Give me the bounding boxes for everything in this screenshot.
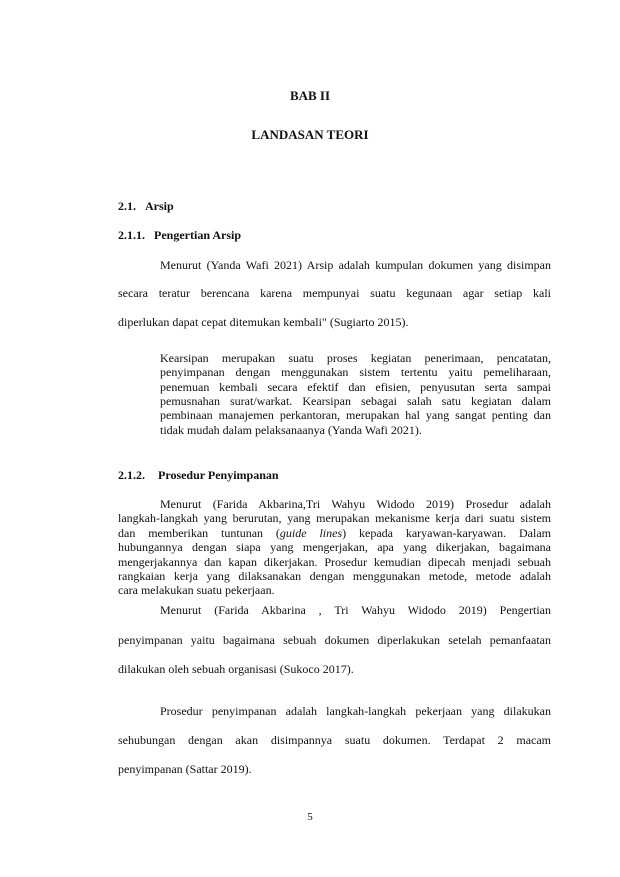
chapter-number: BAB II xyxy=(289,88,331,103)
paragraph-line: dilakukan oleh sebuah organisasi (Sukoco 2017). xyxy=(118,662,354,676)
section-number: 2.1.2. xyxy=(118,468,145,482)
paragraph-line: rangkaian kerja yang dilaksanakan dengan menggunakan metode, metode adalah xyxy=(118,569,551,583)
section-title: Pengertian Arsip xyxy=(154,228,241,242)
paragraph-line: secara teratur berencana karena mempunyai suatu kegunaan agar setiap kali xyxy=(118,286,551,300)
paragraph-line: Menurut (Yanda Wafi 2021) Arsip adalah kumpulan dokumen yang disimpan xyxy=(160,258,551,272)
paragraph-line: sehubungan dengan akan disimpannya suatu dokumen. Terdapat 2 macam xyxy=(118,733,551,747)
paragraph-line: langkah-langkah yang berurutan, yang merupakan mekanisme kerja dari suatu sistem xyxy=(118,511,551,525)
page-number: 5 xyxy=(307,811,313,823)
quote-line: penyimpanan dengan menggunakan sistem tertentu yaitu pemeliharaan, xyxy=(160,365,551,379)
paragraph-line: diperlukan dapat cepat ditemukan kembali" (Sugiarto 2015). xyxy=(118,315,409,329)
section-title: Prosedur Penyimpanan xyxy=(158,468,279,482)
quote-line: penemuan kembali secara efektif dan efisien, penyusutan serta sampai xyxy=(160,380,551,394)
paragraph-line: Menurut (Farida Akbarina , Tri Wahyu Widodo 2019) Pengertian xyxy=(160,603,551,617)
quote-line: tidak mudah dalam pelaksanaanya (Yanda Wafi 2021). xyxy=(160,423,422,437)
italic-term: guide lines xyxy=(279,526,343,540)
paragraph-line: penyimpanan yaitu bagaimana sebuah dokumen diperlakukan setelah pemanfaatan xyxy=(118,633,551,647)
paragraph-line: mengerjakannya dan kapan dikerjakan. Prosedur kemudian dipecah menjadi sebuah xyxy=(118,555,551,569)
section-2-1-heading xyxy=(118,199,174,214)
section-title: Arsip xyxy=(145,199,174,213)
paragraph-line: Prosedur penyimpanan adalah langkah-langkah pekerjaan yang dilakukan xyxy=(160,704,551,718)
quote-line: Kearsipan merupakan suatu proses kegiatan penerimaan, pencatatan, xyxy=(160,351,551,365)
section-2-1-1-heading xyxy=(118,228,241,243)
section-number: 2.1.1. xyxy=(118,228,145,242)
section-number: 2.1. xyxy=(118,199,136,213)
paragraph-line: hubungannya dengan siapa yang mengerjakan, apa yang dikerjakan, bagaimana xyxy=(118,540,551,554)
quote-line: pemusnahan surat/warkat. Kearsipan sebagai salah satu kegiatan dalam xyxy=(160,394,551,408)
paragraph-line: dan memberikan tuntunan (guide lines) kepada karyawan-karyawan. Dalam xyxy=(118,526,551,540)
paragraph-line: cara melakukan suatu pekerjaan. xyxy=(118,583,275,597)
chapter-title: LANDASAN TEORI xyxy=(251,127,369,142)
quote-line: pembinaan manajemen perkantoran, merupakan hal yang sangat penting dan xyxy=(160,408,551,422)
paragraph-line: Menurut (Farida Akbarina,Tri Wahyu Widodo 2019) Prosedur adalah xyxy=(160,497,551,511)
section-2-1-2-heading xyxy=(118,468,279,483)
paragraph-line: penyimpanan (Sattar 2019). xyxy=(118,762,252,776)
